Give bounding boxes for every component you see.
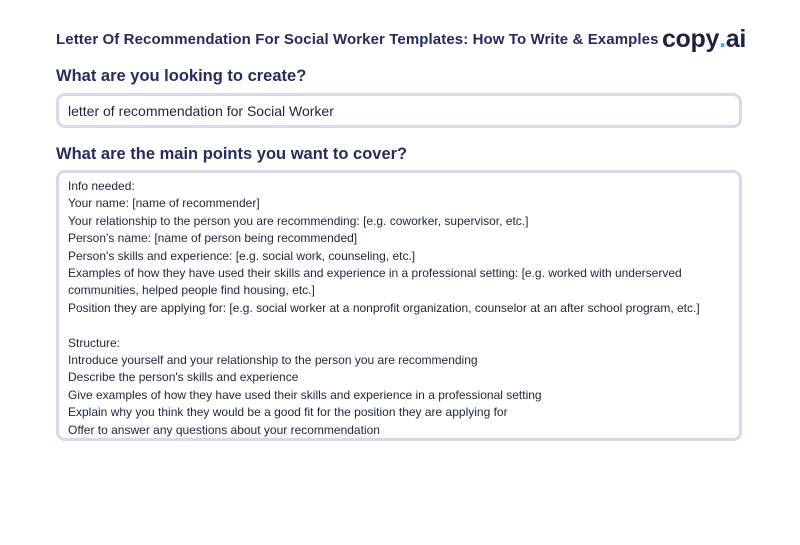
points-line: Examples of how they have used their skills and experience in a professional setting: [e.g. worked with underserved communities, helped people find housing, etc.] [68,266,682,298]
points-line: Introduce yourself and your relationship to the person you are recommending [68,353,478,368]
points-line: Offer to answer any questions about your recommendation [68,422,380,437]
points-line: Position they are applying for: [e.g. social worker at a nonprofit organization, counselor at an after school program, etc.] [68,300,700,315]
logo-text-ai: ai [725,24,746,53]
copy-ai-logo[interactable] [662,25,746,54]
points-line: Explain why you think they would be a good fit for the position they are applying for [68,405,508,420]
create-input[interactable] [56,93,742,128]
page-title: Letter Of Recommendation For Social Worker Templates: How To Write & Examples [56,30,659,48]
logo-dot: . [719,24,726,53]
logo-text-copy: copy [661,24,720,53]
points-line: Give examples of how they have used their skills and experience in a professional setting [68,387,542,402]
points-line: Person's skills and experience: [e.g. social work, counseling, etc.] [68,248,416,263]
points-line: Describe the person's skills and experience [68,370,299,385]
points-heading: What are the main points you want to cover? [56,145,408,163]
header [56,22,746,56]
create-heading: What are you looking to create? [56,67,307,85]
points-textarea[interactable] [56,170,742,441]
points-line: Your relationship to the person you are recommending: [e.g. coworker, supervisor, etc.] [68,213,529,228]
points-line: Structure: [68,335,121,350]
create-input-value: letter of recommendation for Social Worker [68,102,334,119]
points-line: Your name: [name of recommender] [68,196,260,211]
points-line: Info needed: [68,179,135,193]
points-line-blank [68,317,730,334]
points-line: Person's name: [name of person being recommended] [68,231,358,246]
